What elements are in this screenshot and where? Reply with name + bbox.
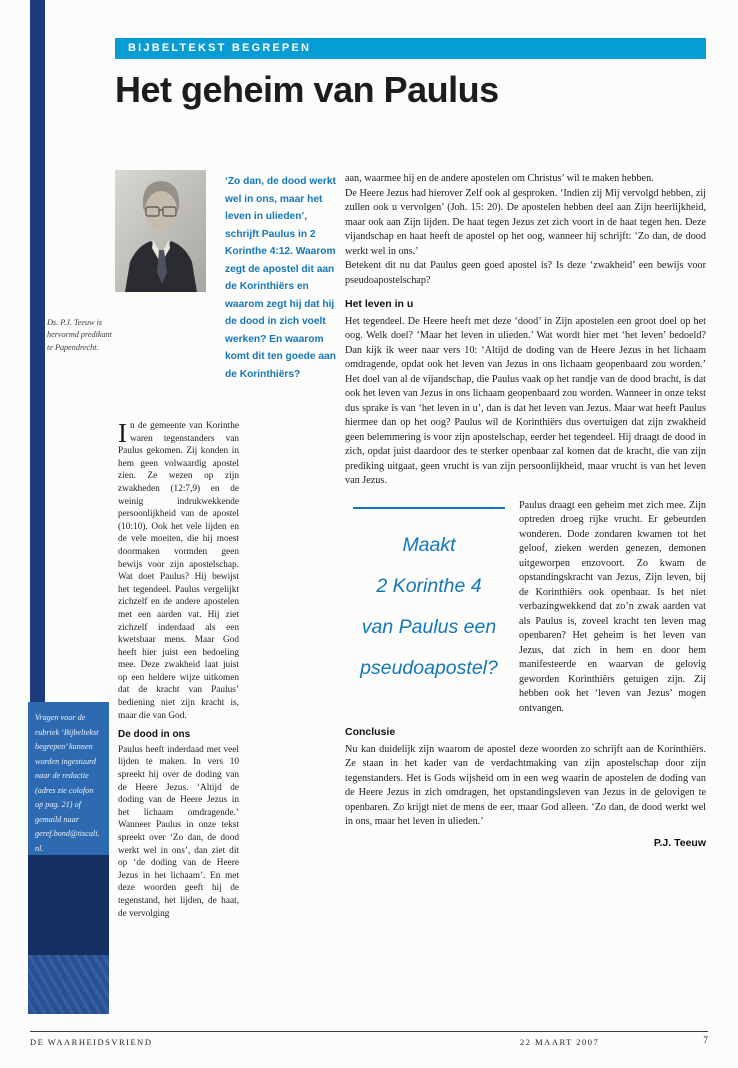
paragraph: Nu kan duidelijk zijn waarom de apostel deze woorden zo schrijft aan de Korinthiërs. Ze staan in het kader van de verdachtmaking van zijn apostelschap door zijn tegenstanders. Het is Gods wijsheid om in een weg waarin de apostelen de doding van de Heere Jezus in zich omdragen, het opstandingsleven van Jezus in de gelovigen te openbaren. Zo krijgt niet de mens de eer, maar God alleen. ‘Zo dan, de dood werkt wel in ons, maar het leven in ulieden.’ [345, 743, 706, 827]
subheading-conclusie: Conclusie [345, 726, 396, 738]
paragraph [118, 420, 239, 722]
pull-quote [353, 507, 505, 717]
section-kicker-label: BIJBELTEKST BEGREPEN [128, 42, 312, 54]
decor-block-dark [28, 855, 109, 955]
subheading-het-leven-in-u: Het leven in u [345, 298, 414, 310]
paragraph: Het tegendeel. De Heere heeft met deze ‘dood’ in Zijn apostelen een groot doel op het oog. Welk doel? ‘Maar het leven in ulieden.’ Wat wordt hier met ‘het leven’ bedoeld? Dan kijk ik weer naar vers 10: ‘Altijd de doding van de Heere Jezus in het lichaam omdragende, opdat ook het leven van Jezus in ons lichaam geopenbaard zou worden.’ Het doel van al de vijandschap, die Paulus vaak op het randje van de dood bracht, is dat ook het leven van Jezus in ons lichaam geopenbaard zou worden. Wanneer in onze tekst dus sprake is van ‘het leven in u’, dan is dat het leven van Jezus. Maar wat heeft Paulus hiermee dan op het oog? Paulus wil de Korinthiërs dus overtuigen dat zijn zwakheid geen belemmering is voor zijn apostelschap, eerder het tegendeel. Hij draagt de dood in zich, opdat juist daardoor des te sterker openbaar zal komen dat de kracht, die van zijn prediking uitgaat, geen vrucht is van zijn persoonlijkheid, maar vrucht is van het leven van Jezus. [345, 315, 706, 486]
section-kicker-bar [115, 38, 706, 59]
pull-quote-text: Maakt 2 Korinthe 4 van Paulus een pseudoapostel? [360, 533, 498, 679]
article-intro: ‘Zo dan, de dood werkt wel in ons, maar het leven in ulieden’, schrijft Paulus in 2 Korinthe 4:12. Waarom zegt de apostel dit aan de Korinthiërs en waarom zegt hij dat hij de dood in zich voelt werken? En waarom komt dit ten goede aan de Korinthiërs? [225, 176, 336, 380]
paragraph: Paulus heeft inderdaad met veel lijden te maken. In vers 10 spreekt hij over de doding van de Heere Jezus. ‘Altijd de doding van de Heere Jezus in het lichaam omdragende.’ Wanneer Paulus in onze tekst spreekt over ‘Zo dan, de dood werkt wel in ons’, dan ziet dit op ‘de doding van de Heere Jezus in het lichaam’. En met deze woorden geeft hij de tegenstand, het lijden, de haat, de vervolging [118, 744, 239, 919]
decor-block-texture [28, 955, 109, 1014]
sidebar-note: Vragen voor de rubriek ‘Bijbeltekst begrepen’ kunnen worden ingestuurd naar de redactie (adres zie colofon op pag. 21) of gemaild naar geref.bond@tiscali.nl. [28, 702, 109, 855]
paragraph-text: n de gemeente van Korinthe waren tegenstanders van Paulus gekomen. Zij konden in hem geen volwaardig apostel zien. Ze wezen op zijn zwakheden (12:7,9) en de weinig indrukwekkende persoonlijkheid van de apostel (10:10). Ook het vele lijden en de vele moeiten, die hij moest doormaken vormden geen bewijs voor zijn apostelschap. Wat doet Paulus? Hij bewijst het tegendeel. Paulus vergelijkt zichzelf en de andere apostelen met een aarden vat. Hij ziet zichzelf inderdaad als een kwetsbaar mens. Maar God heeft hier juist een bedoeling mee. Deze zwakheid laat juist op een heldere wijze uitkomen dat de kracht van Paulus’ bediening niet zijn kracht is, maar die van God. [118, 421, 239, 721]
footer-rule [30, 1031, 708, 1032]
drop-cap: I [118, 418, 127, 448]
photo-caption: Ds. P.J. Teeuw is hervormd predikant te Papendrecht. [47, 318, 112, 352]
author-signature: P.J. Teeuw [653, 836, 706, 849]
footer-date: 22 MAART 2007 [520, 1037, 600, 1047]
paragraph: Paulus draagt een geheim met zich mee. Zijn optreden droeg rijke vrucht. Er gebeurden wonderen. Dode zondaren kwamen tot het geloof, zieken werden genezen, demonen uitgeworpen enzovoort. Zo kwam de opstandingskracht van Jezus, Zijn leven, bij de Korinthiërs ook openbaar. Is het niet verbazingwekkend dat zo’n zwak aarden vat als Paulus is, zoveel kracht ten leven mag openbaren? Het geheim is het leven van Jezus, dat zich in hem en door hem manifesteerde en waarvan de gelovig geworden Korinthiërs getuigen zijn. Zij hebben ook het ‘leven van Jezus’ mogen ontvangen. [519, 499, 706, 714]
article-title: Het geheim van Paulus [115, 69, 499, 110]
portrait-photo [115, 170, 206, 292]
footer-magazine-name: DE WAARHEIDSVRIEND [30, 1037, 153, 1047]
subheading-de-dood-in-ons: De dood in ons [118, 729, 191, 741]
article-column-right [345, 172, 706, 850]
article-column-left [118, 420, 239, 920]
paragraph-group: aan, waarmee hij en de andere apostelen om Christus’ wil te maken hebben. De Heere Jezus had hierover Zelf ook al gesproken. ‘Indien zij Mij vervolgd hebben, zij zullen ook u vervolgen’ (Joh. 15: 20). De apostelen hebben deel aan Zijn heerlijkheid, maar ook aan Zijn lijden. De haat tegen Jezus zet zich voort in de haat tegen hen. Deze vijandschap en haat heeft de apostel op het oog, wanneer hij schrijft: ‘Zo dan, de dood werkt wel in ons.’ Betekent dit nu dat Paulus geen goed apostel is? Is deze ‘zwakheid’ een bewijs voor pseudoapostelschap? [345, 173, 706, 286]
footer-page-number: 7 [703, 1036, 708, 1046]
pullquote-row [345, 499, 706, 717]
portrait-illustration [115, 170, 206, 292]
